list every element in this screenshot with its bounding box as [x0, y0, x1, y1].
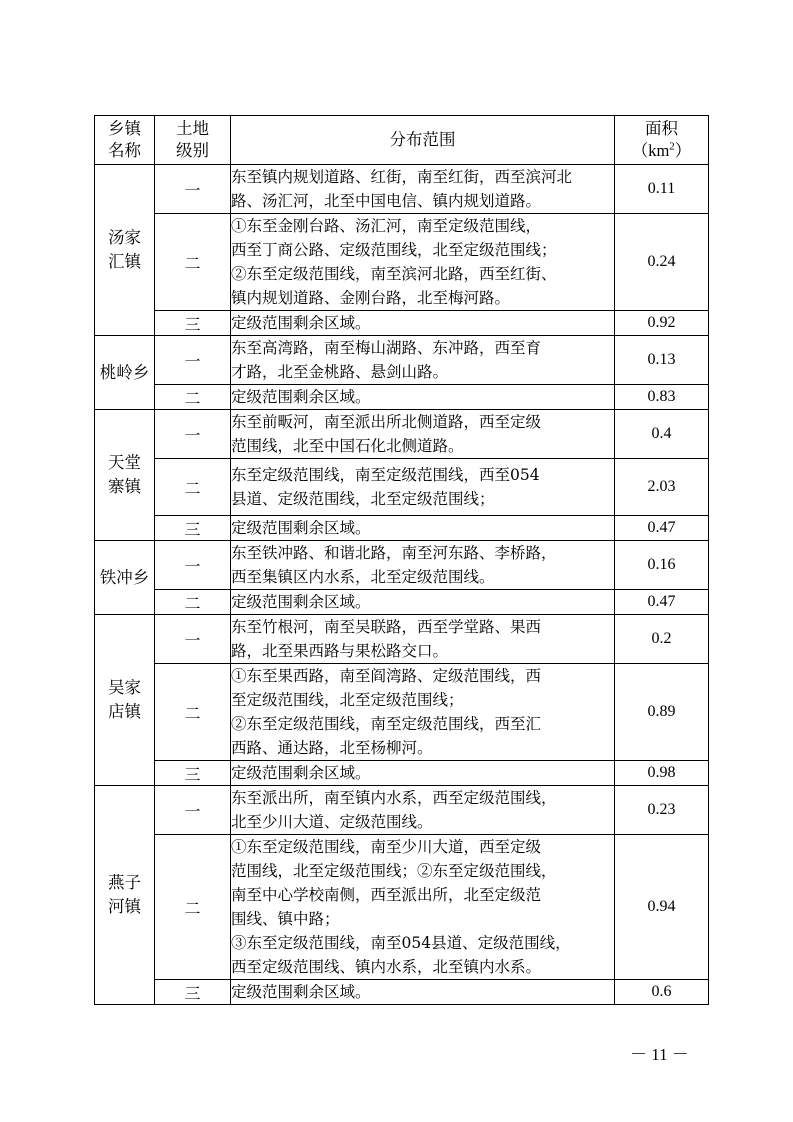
- range-line: 至定级范围线，北至定级范围线；: [231, 691, 464, 709]
- range-cell: [231, 786, 615, 835]
- area-cell: 2.03: [615, 459, 709, 516]
- range-line: ①东至果西路，南至阎湾路、定级范围线，西: [231, 667, 542, 685]
- town-name-cell: [95, 410, 155, 541]
- grade-cell: 二: [155, 590, 231, 615]
- range-cell: [231, 835, 615, 980]
- area-cell: 0.94: [615, 835, 709, 980]
- range-line: ①东至金刚台路、汤汇河，南至定级范围线，: [231, 217, 542, 235]
- grade-cell: 一: [155, 541, 231, 590]
- range-line: 东至定级范围线，南至定级范围线，西至054: [231, 466, 540, 484]
- table-row: [95, 385, 709, 410]
- header-area-title: 面积: [645, 119, 678, 138]
- town-name-cell: [95, 786, 155, 1005]
- range-line: 定级范围剩余区域。: [231, 388, 371, 406]
- range-cell: [231, 664, 615, 761]
- town-name-cell: [95, 615, 155, 786]
- area-cell: 0.13: [615, 336, 709, 385]
- area-cell: 0.6: [615, 980, 709, 1005]
- table-row: [95, 664, 709, 761]
- range-line: 东至高湾路，南至梅山湖路、东冲路，西至育: [231, 339, 542, 357]
- range-line: 东至派出所，南至镇内水系，西至定级范围线，: [231, 789, 557, 807]
- range-cell: [231, 311, 615, 336]
- area-cell: 0.2: [615, 615, 709, 664]
- range-line: 镇内规划道路、金刚台路，北至梅河路。: [231, 289, 511, 307]
- range-cell: [231, 385, 615, 410]
- area-cell: 0.47: [615, 516, 709, 541]
- town-name-line: 店镇: [108, 702, 141, 721]
- range-cell: [231, 615, 615, 664]
- range-line: 西至定级范围线、镇内水系，北至镇内水系。: [231, 958, 542, 976]
- table-row: [95, 835, 709, 980]
- range-cell: [231, 410, 615, 459]
- range-line: ①东至定级范围线，南至少川大道，西至定级: [231, 838, 542, 856]
- range-cell: [231, 541, 615, 590]
- range-cell: [231, 336, 615, 385]
- range-line: 南至中心学校南侧，西至派出所，北至定级范: [231, 886, 542, 904]
- range-line: ②东至定级范围线，南至定级范围线，西至汇: [231, 715, 542, 733]
- grade-cell: 三: [155, 761, 231, 786]
- unit-pre: （km: [631, 141, 670, 160]
- header-grade-line: 土地: [176, 119, 209, 138]
- table-body: [95, 165, 709, 1005]
- range-line: 范围线，北至定级范围线；②东至定级范围线，: [231, 862, 557, 880]
- area-cell: 0.89: [615, 664, 709, 761]
- town-name-line: 寨镇: [108, 477, 141, 496]
- area-cell: 0.24: [615, 214, 709, 311]
- header-area-unit: [615, 140, 708, 162]
- header-area: [615, 116, 709, 165]
- table-row: [95, 336, 709, 385]
- range-cell: [231, 214, 615, 311]
- table-row: [95, 410, 709, 459]
- area-cell: 0.98: [615, 761, 709, 786]
- range-cell: [231, 590, 615, 615]
- range-cell: [231, 761, 615, 786]
- grade-cell: 二: [155, 835, 231, 980]
- town-name-line: 天堂: [108, 453, 141, 472]
- range-cell: [231, 459, 615, 516]
- grade-cell: 二: [155, 385, 231, 410]
- table-row: [95, 541, 709, 590]
- town-name-line: 桃岭乡: [99, 362, 150, 382]
- header-grade-line: 级别: [176, 141, 209, 160]
- range-line: 定级范围剩余区域。: [231, 764, 371, 782]
- range-line: ③东至定级范围线，南至054县道、定级范围线，: [231, 934, 571, 952]
- table-row: [95, 590, 709, 615]
- town-name-line: 吴家: [108, 678, 141, 697]
- area-cell: 0.47: [615, 590, 709, 615]
- unit-sup: 2: [669, 140, 675, 153]
- header-town: [95, 116, 155, 165]
- range-line: 定级范围剩余区域。: [231, 593, 371, 611]
- range-cell: [231, 165, 615, 214]
- range-line: 西路、通达路，北至杨柳河。: [231, 739, 433, 757]
- range-line: 西至丁商公路、定级范围线，北至定级范围线；: [231, 241, 557, 259]
- range-line: 东至镇内规划道路、红街，南至红街，西至滨河北: [231, 168, 573, 186]
- area-cell: 0.83: [615, 385, 709, 410]
- table-row: [95, 615, 709, 664]
- grade-cell: 三: [155, 980, 231, 1005]
- table-row: [95, 459, 709, 516]
- grade-cell: 一: [155, 615, 231, 664]
- table-row: [95, 980, 709, 1005]
- table-row: [95, 761, 709, 786]
- range-line: 路，北至果西路与果松路交口。: [231, 642, 449, 660]
- table-row: [95, 165, 709, 214]
- grade-cell: 一: [155, 786, 231, 835]
- grade-cell: 二: [155, 459, 231, 516]
- range-line: 定级范围剩余区域。: [231, 983, 371, 1001]
- header-town-line: 名称: [108, 141, 141, 160]
- range-line: 定级范围剩余区域。: [231, 519, 371, 537]
- grade-cell: 一: [155, 336, 231, 385]
- range-line: 路、汤汇河，北至中国电信、镇内规划道路。: [231, 192, 542, 210]
- header-range: 分布范围: [231, 116, 615, 165]
- area-cell: 0.92: [615, 311, 709, 336]
- area-cell: 0.16: [615, 541, 709, 590]
- range-line: 定级范围剩余区域。: [231, 314, 371, 332]
- range-line: 才路，北至金桃路、悬剑山路。: [231, 363, 449, 381]
- header-grade: [155, 116, 231, 165]
- page-number: － 11 －: [630, 1045, 689, 1064]
- table-row: [95, 516, 709, 541]
- town-name-cell: [95, 336, 155, 410]
- town-name-line: 铁冲乡: [99, 567, 150, 587]
- area-cell: 0.4: [615, 410, 709, 459]
- area-cell: 0.23: [615, 786, 709, 835]
- land-grade-table: [94, 115, 709, 1005]
- grade-cell: 二: [155, 214, 231, 311]
- town-name-line: 燕子: [108, 873, 141, 892]
- header-town-line: 乡镇: [108, 119, 141, 138]
- unit-post: ）: [674, 141, 692, 160]
- town-name-cell: [95, 165, 155, 336]
- grade-cell: 一: [155, 165, 231, 214]
- town-name-cell: [95, 541, 155, 615]
- range-line: 围线、镇中路；: [231, 910, 340, 928]
- town-name-line: 河镇: [108, 897, 141, 916]
- grade-cell: 三: [155, 516, 231, 541]
- range-line: ②东至定级范围线，南至滨河北路，西至红街、: [231, 265, 557, 283]
- grade-cell: 二: [155, 664, 231, 761]
- area-cell: 0.11: [615, 165, 709, 214]
- grade-cell: 三: [155, 311, 231, 336]
- town-name-line: 汇镇: [108, 252, 141, 271]
- range-line: 东至竹根河，南至吴联路，西至学堂路、果西: [231, 618, 542, 636]
- table-row: [95, 786, 709, 835]
- table-row: [95, 214, 709, 311]
- range-cell: [231, 516, 615, 541]
- range-line: 县道、定级范围线，北至定级范围线；: [231, 490, 495, 508]
- range-line: 北至少川大道、定级范围线。: [231, 813, 433, 831]
- grade-cell: 一: [155, 410, 231, 459]
- range-line: 西至集镇区内水系，北至定级范围线。: [231, 568, 495, 586]
- table-row: [95, 311, 709, 336]
- range-line: 东至铁冲路、和谐北路，南至河东路、李桥路，: [231, 544, 557, 562]
- town-name-line: 汤家: [108, 228, 141, 247]
- header-row: [95, 116, 709, 165]
- range-line: 东至前畈河，南至派出所北侧道路，西至定级: [231, 413, 542, 431]
- range-line: 范围线，北至中国石化北侧道路。: [231, 437, 464, 455]
- range-cell: [231, 980, 615, 1005]
